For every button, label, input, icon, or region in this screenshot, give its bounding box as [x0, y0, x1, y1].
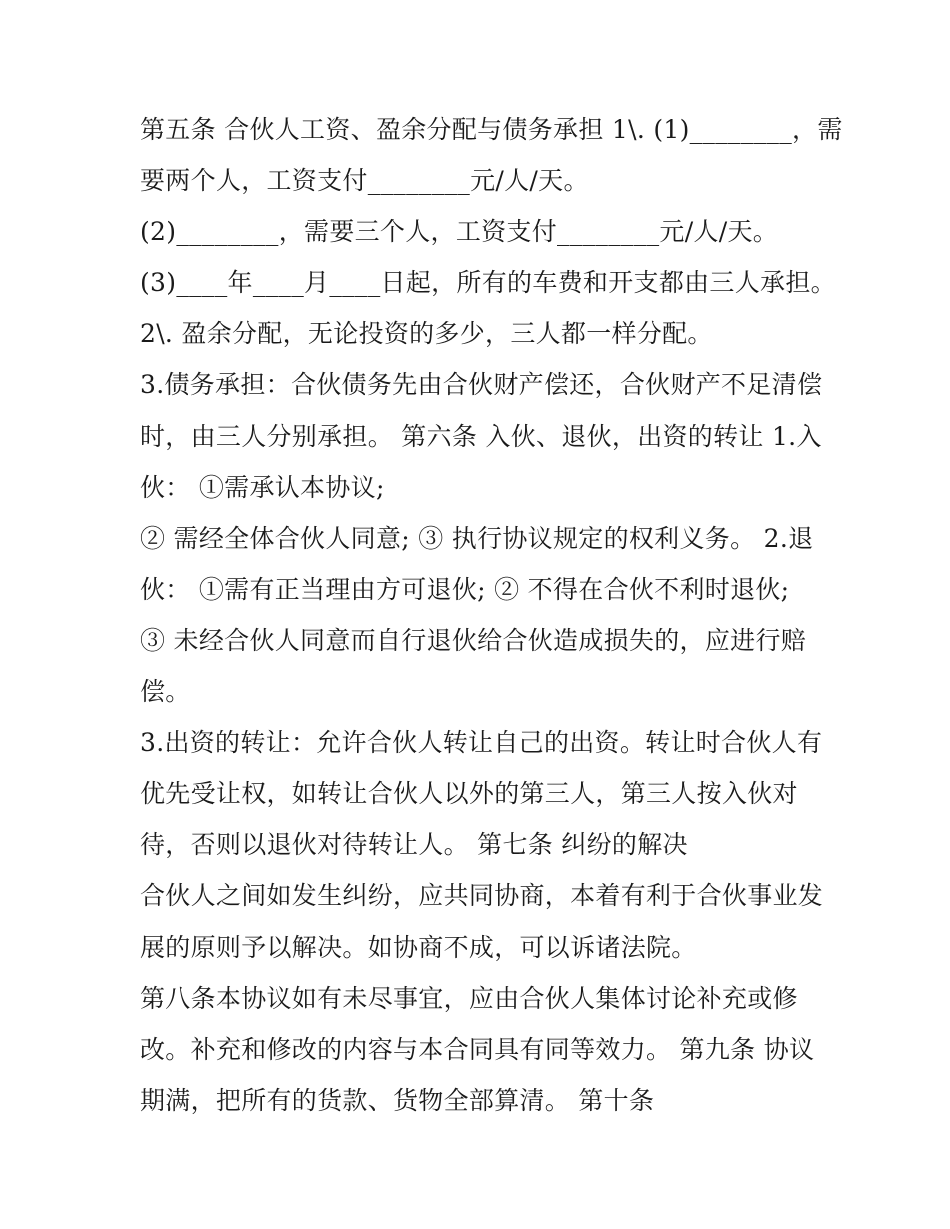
text-line-1: 第五条 合伙人工资、盈余分配与债务承担 1\. (1)________，需 [140, 115, 843, 144]
text-line-8: 伙： ①需承认本协议; [140, 472, 385, 502]
text-line-20: 期满，把所有的货款、货物全部算清。 第十条 [140, 1085, 655, 1115]
text-line-17: 展的原则予以解决。如协商不成，可以诉诸法院。 [140, 932, 697, 962]
text-line-14: 优先受让权，如转让合伙人以外的第三人，第三人按入伙对 [140, 779, 798, 809]
text-line-12: 偿。 [140, 677, 191, 707]
document-body [140, 104, 843, 1126]
text-line-4: (3)____年____月____日起，所有的车费和开支都由三人承担。 [140, 268, 836, 298]
text-line-15: 待，否则以退伙对待转让人。 第七条 纠纷的解决 [140, 830, 688, 860]
text-line-9: ② 需经全体合伙人同意; ③ 执行协议规定的权利义务。 2.退 [140, 523, 814, 553]
text-line-19: 改。补充和修改的内容与本合同具有同等效力。 第九条 协议 [140, 1034, 815, 1064]
text-line-3: (2)________，需要三个人，工资支付________元/人/天。 [140, 217, 779, 247]
text-line-7: 时，由三人分别承担。 第六条 入伙、退伙，出资的转让 1.入 [140, 421, 822, 451]
text-line-10: 伙： ①需有正当理由方可退伙; ② 不得在合伙不利时退伙; [140, 574, 790, 604]
text-line-6: 3.债务承担：合伙债务先由合伙财产偿还，合伙财产不足清偿 [140, 370, 823, 400]
text-line-11: ③ 未经合伙人同意而自行退伙给合伙造成损失的，应进行赔 [140, 625, 807, 655]
text-line-13: 3.出资的转让：允许合伙人转让自己的出资。转让时合伙人有 [140, 728, 823, 758]
text-line-2: 要两个人，工资支付________元/人/天。 [140, 166, 589, 196]
text-line-18: 第八条本协议如有未尽事宜，应由合伙人集体讨论补充或修 [140, 983, 798, 1013]
text-line-16: 合伙人之间如发生纠纷，应共同协商，本着有利于合伙事业发 [140, 881, 824, 911]
text-line-5: 2\. 盈余分配，无论投资的多少，三人都一样分配。 [140, 319, 713, 349]
